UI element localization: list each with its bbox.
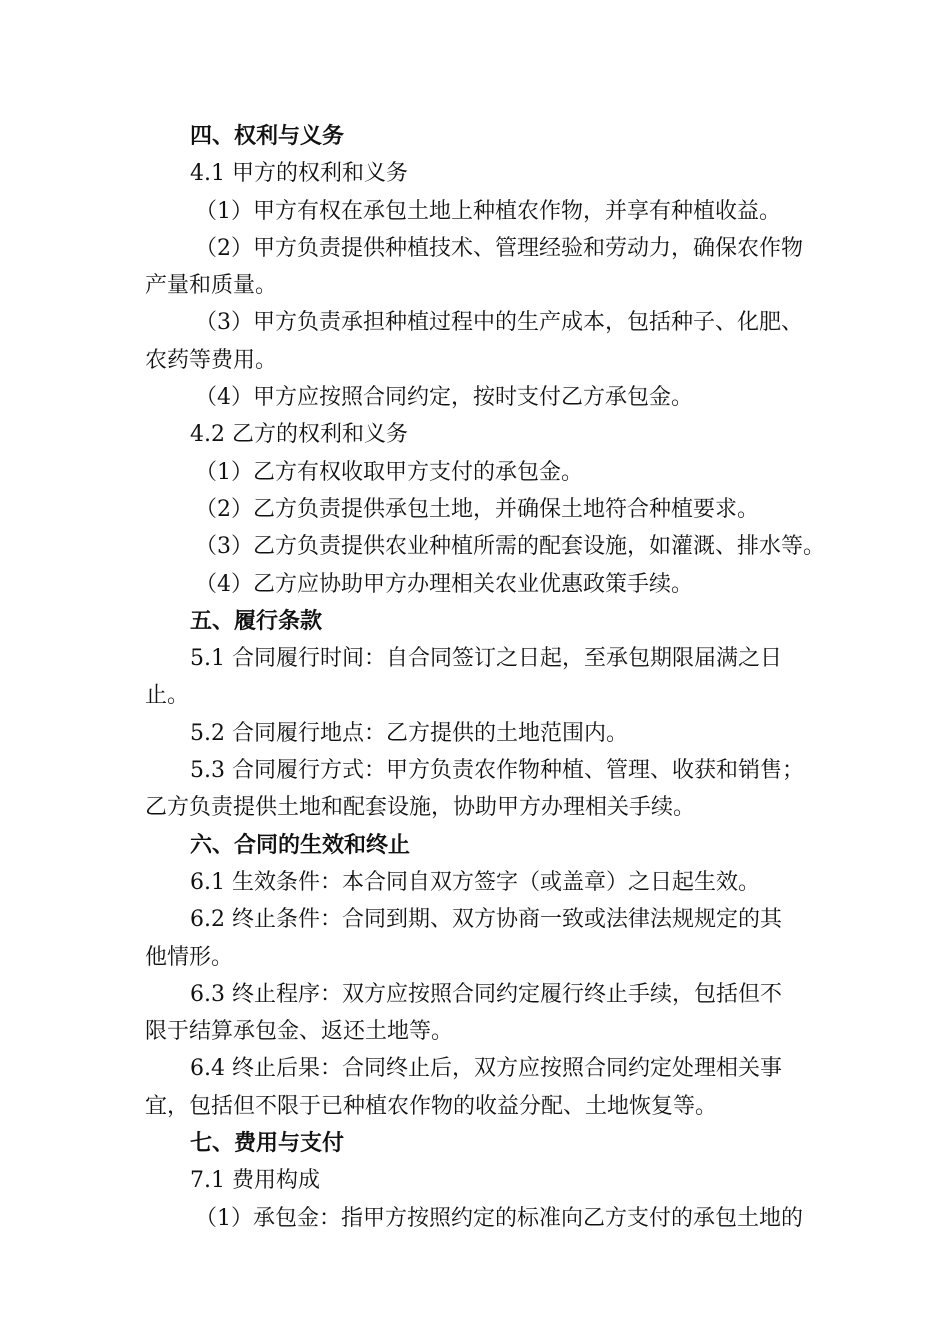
clause-paragraph: 5.1 合同履行时间：自合同签订之日起，至承包期限届满之日 — [190, 646, 782, 672]
clause-paragraph: 5.3 合同履行方式：甲方负责农作物种植、管理、收获和销售； — [190, 758, 804, 784]
clause-item: （4）乙方应协助甲方办理相关农业优惠政策手续。 — [195, 571, 693, 597]
clause-paragraph: 5.2 合同履行地点：乙方提供的土地范围内。 — [190, 720, 628, 746]
clause-paragraph: 6.1 生效条件：本合同自双方签字（或盖章）之日起生效。 — [190, 869, 760, 895]
subsection-title-4-2: 4.2 乙方的权利和义务 — [190, 422, 408, 448]
clause-item: （4）甲方应按照合同约定，按时支付乙方承包金。 — [195, 385, 693, 411]
clause-item: （2）甲方负责提供种植技术、管理经验和劳动力，确保农作物 — [195, 235, 803, 261]
clause-paragraph-continued: 止。 — [145, 683, 190, 709]
clause-item: （1）承包金：指甲方按照约定的标准向乙方支付的承包土地的 — [195, 1205, 803, 1231]
section-heading-6: 六、合同的生效和终止 — [190, 832, 411, 858]
clause-item-continued: 产量和质量。 — [145, 273, 278, 299]
clause-item: （1）甲方有权在承包土地上种植农作物，并享有种植收益。 — [195, 198, 781, 224]
clause-paragraph-continued: 乙方负责提供土地和配套设施，协助甲方办理相关手续。 — [145, 795, 696, 821]
section-heading-5: 五、履行条款 — [190, 608, 323, 634]
clause-paragraph: 6.4 终止后果：合同终止后，双方应按照合同约定处理相关事 — [190, 1056, 782, 1082]
clause-paragraph-continued: 限于结算承包金、返还土地等。 — [145, 1019, 454, 1045]
section-heading-7: 七、费用与支付 — [190, 1131, 345, 1157]
clause-item: （3）乙方负责提供农业种植所需的配套设施，如灌溉、排水等。 — [195, 534, 825, 560]
clause-paragraph: 6.3 终止程序：双方应按照合同约定履行终止手续，包括但不 — [190, 981, 782, 1007]
section-heading-4: 四、权利与义务 — [190, 124, 345, 149]
clause-paragraph-continued: 宜，包括但不限于已种植农作物的收益分配、土地恢复等。 — [145, 1093, 718, 1119]
subsection-title-7-1: 7.1 费用构成 — [190, 1168, 320, 1194]
clause-paragraph-continued: 他情形。 — [145, 944, 234, 970]
clause-item: （3）甲方负责承担种植过程中的生产成本，包括种子、化肥、 — [195, 310, 803, 336]
clause-paragraph: 6.2 终止条件：合同到期、双方协商一致或法律法规规定的其 — [190, 907, 782, 933]
document-body — [145, 118, 825, 1237]
clause-item: （1）乙方有权收取甲方支付的承包金。 — [195, 459, 583, 485]
clause-item-continued: 农药等费用。 — [145, 347, 278, 373]
subsection-title-4-1: 4.1 甲方的权利和义务 — [190, 161, 408, 187]
clause-item: （2）乙方负责提供承包土地，并确保土地符合种植要求。 — [195, 496, 759, 522]
